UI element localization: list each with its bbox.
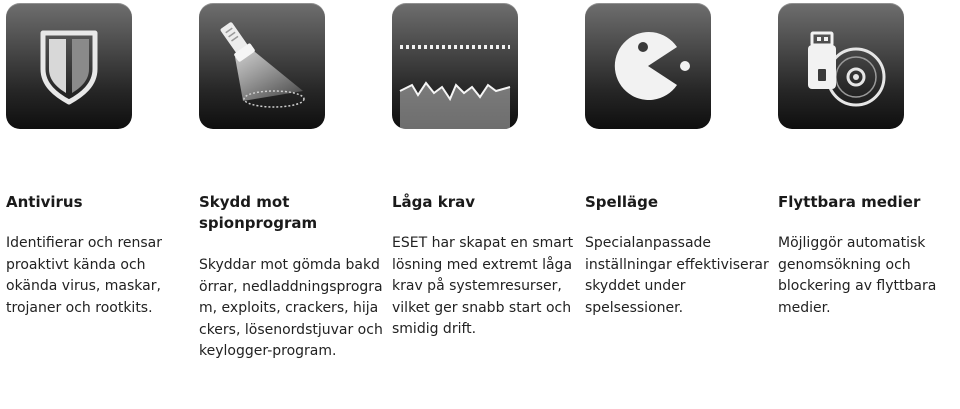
usb-disc-icon [778, 3, 904, 129]
pacman-icon [585, 3, 711, 129]
feature-description: ESET har skapat en smart lösning med extremt låga krav på systemresurser, vilket ger snabb start och smidig drift. [392, 235, 574, 337]
shield-icon [6, 3, 132, 129]
feature-title: Flyttbara medier [778, 193, 921, 211]
low-footprint-tile [392, 3, 518, 129]
feature-description: Specialanpassade inställningar effektiviserar skyddet under spelsessioner. [585, 235, 769, 316]
removable-media-tile [778, 3, 904, 129]
feature-description: Identifierar och rensar proaktivt kända och okända virus, maskar, trojaner och rootkits. [6, 235, 163, 316]
resource-graph-icon [392, 3, 518, 129]
feature-title: Låga krav [392, 193, 476, 211]
feature-title: Skydd mot spionprogram [199, 193, 318, 232]
antispyware-tile [199, 3, 325, 129]
antivirus-tile [6, 3, 132, 129]
gamer-mode-tile [585, 3, 711, 129]
feature-description: Skyddar mot gömda bakdörrar, nedladdningsprogram, exploits, crackers, hijackers, lösenordstjuvar och keylogger-program. [199, 257, 383, 359]
feature-description: Möjliggör automatisk genomsökning och blockering av flyttbara medier. [778, 235, 937, 316]
flashlight-icon [199, 3, 325, 129]
feature-title: Antivirus [6, 193, 83, 211]
feature-title: Spelläge [585, 193, 659, 211]
